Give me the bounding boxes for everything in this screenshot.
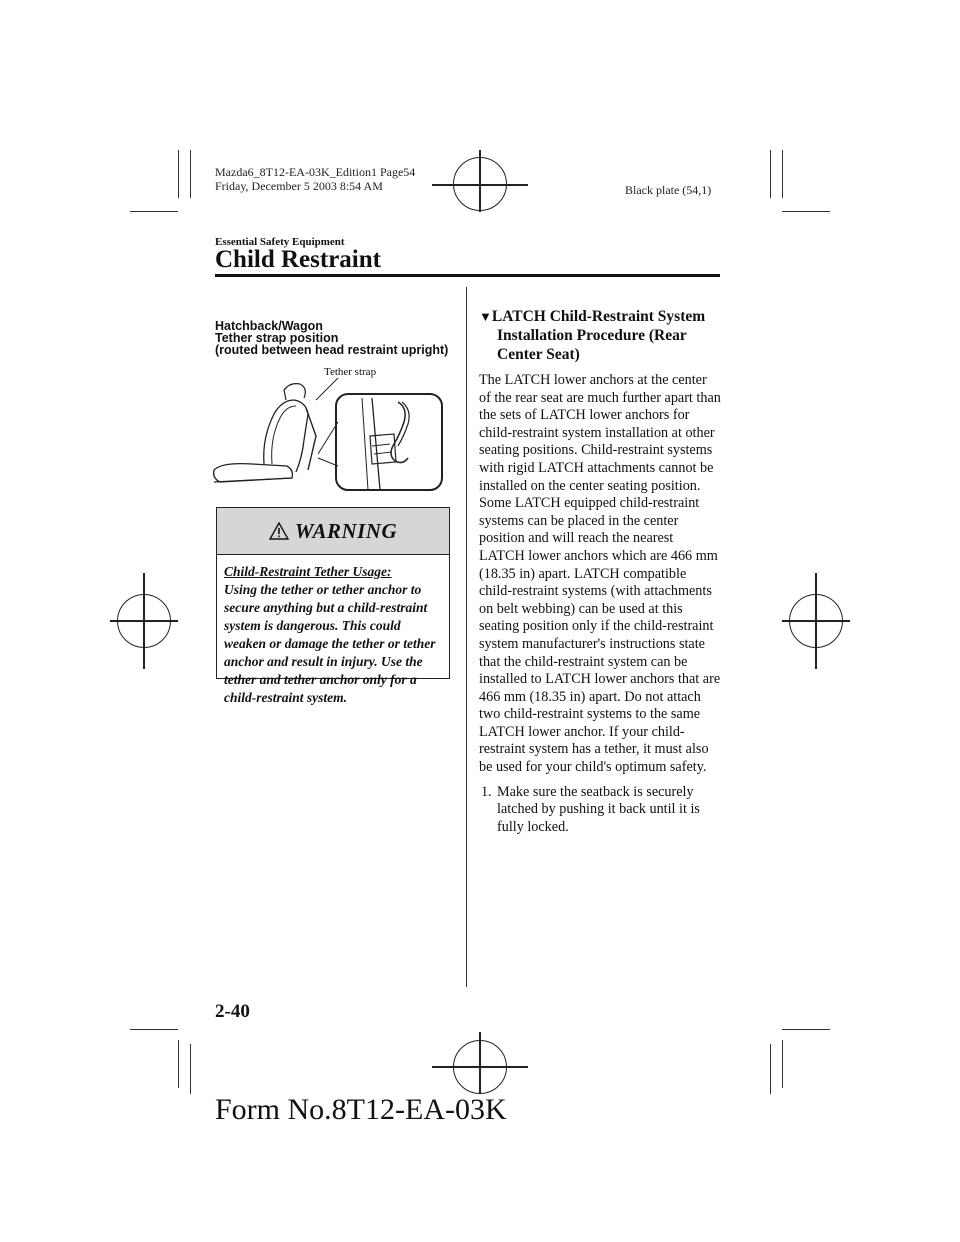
body-line: position and will reach the nearest: [479, 530, 674, 547]
body-line: installed on the center seating position.: [479, 477, 701, 494]
figure-caption-line3: (routed between head restraint upright): [215, 343, 449, 357]
body-line: the sets of LATCH lower anchors for: [479, 407, 690, 424]
figure-caption: [215, 320, 448, 356]
step-line: latched by pushing it back until it is: [497, 801, 700, 818]
file-info-line1: Mazda6_8T12-EA-03K_Edition1 Page54: [215, 165, 416, 179]
body-line: LATCH lower anchors which are 466 mm: [479, 547, 718, 564]
column-divider: [466, 287, 467, 987]
form-number: Form No.8T12-EA-03K: [215, 1093, 507, 1126]
file-info: [215, 165, 415, 193]
warning-box: [216, 507, 450, 705]
step-line: fully locked.: [497, 818, 569, 835]
body-line: of the rear seat are much further apart than: [479, 389, 721, 406]
body-line: two child-restraint systems to the same: [479, 706, 701, 723]
warning-heading: Child-Restraint Tether Usage:: [224, 564, 392, 579]
body-line: child-restraint systems (with attachments: [479, 583, 712, 600]
figure-caption-line2: Tether strap position: [215, 331, 339, 345]
plate-label: Black plate (54,1): [625, 183, 712, 197]
body-line: be used for your child's optimum safety.: [479, 759, 707, 776]
body-line: 466 mm (18.35 in) apart. Do not attach: [479, 688, 701, 705]
file-info-line2: Friday, December 5 2003 8:54 AM: [215, 179, 383, 193]
body-line: The LATCH lower anchors at the center: [479, 372, 707, 388]
heading-marker-icon: ▼: [479, 309, 492, 324]
body-line: with rigid LATCH attachments cannot be: [479, 459, 714, 476]
title-rule: [215, 274, 720, 277]
body-line: on belt webbing) can be used at this: [479, 600, 683, 617]
step-number: 1.: [481, 783, 492, 800]
warning-header: [217, 508, 449, 555]
latch-heading: [479, 307, 724, 364]
latch-heading-line2: Installation Procedure (Rear: [497, 327, 687, 344]
latch-heading-line1: LATCH Child-Restraint System: [491, 308, 706, 325]
body-line: system manufacturer's instructions state: [479, 635, 705, 652]
step-1: [479, 784, 724, 837]
warning-triangle-icon: [269, 522, 289, 540]
latch-body: [479, 372, 724, 777]
step-line: Make sure the seatback is securely: [497, 783, 694, 800]
warning-body: [217, 555, 449, 707]
tether-strap-illustration: [212, 378, 452, 498]
body-line: restraint system has a tether, it must also: [479, 741, 709, 758]
body-line: that the child-restraint system can be: [479, 653, 688, 670]
latch-heading-line3: Center Seat): [497, 346, 580, 363]
body-line: seating position only if the child-restraint: [479, 618, 714, 635]
page-title: Child Restraint: [215, 246, 381, 273]
figure-caption-line1: Hatchback/Wagon: [215, 319, 323, 333]
body-line: installed to LATCH lower anchors that are: [479, 671, 721, 688]
body-line: (18.35 in) apart. LATCH compatible: [479, 565, 687, 582]
body-line: child-restraint system installation at other: [479, 424, 715, 441]
warning-text: Using the tether or tether anchor to secure anything but a child-restraint system is dangerous. This could weaken or damage the tether or tether anchor and result in injury. Use the tether and tether anchor only for a child-restraint system.: [224, 582, 436, 705]
latch-section: [479, 307, 724, 836]
warning-title: WARNING: [294, 518, 398, 543]
body-line: seating positions. Child-restraint systems: [479, 442, 713, 459]
page-number: 2-40: [215, 1001, 250, 1022]
body-line: systems can be placed in the center: [479, 512, 679, 529]
section-label: Essential Safety Equipment: [215, 236, 345, 248]
figure-label-tether-strap: Tether strap: [324, 366, 377, 378]
body-line: LATCH lower anchor. If your child-: [479, 723, 685, 740]
body-line: Some LATCH equipped child-restraint: [479, 495, 700, 512]
